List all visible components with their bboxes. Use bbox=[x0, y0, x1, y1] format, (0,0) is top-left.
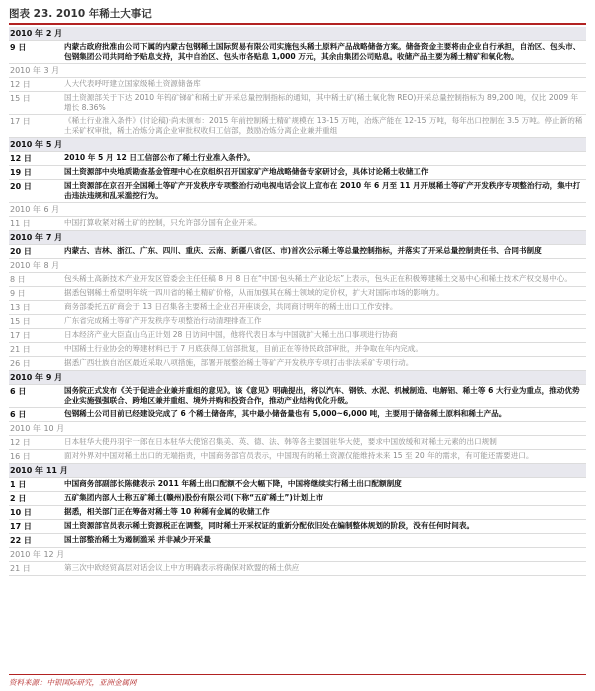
month-label: 2010 年 7 月 bbox=[10, 233, 63, 242]
event-date: 2 日 bbox=[10, 494, 27, 503]
event-text: 面对外界对中国对稀土出口的无端指责，中国商务部官员表示，中国现有的稀土资源仅能维持未来 15 至 20 年的需求，有可能还需要进口。 bbox=[64, 451, 534, 460]
month-header bbox=[9, 203, 586, 217]
event-row bbox=[9, 115, 586, 138]
month-header bbox=[9, 422, 586, 436]
event-text: 日本驻华大使丹羽宇一郎在日本驻华大使馆召集美、英、德、法、韩等各主要国驻华大使，要求中国放缓和对稀土元素的出口规制 bbox=[64, 437, 497, 446]
source-note: 资料来源：中银国际研究，亚洲金属网 bbox=[9, 678, 137, 687]
event-row bbox=[9, 562, 586, 576]
event-row bbox=[9, 92, 586, 115]
chart-title: 图表 23. 2010 年稀土大事记 bbox=[9, 8, 152, 20]
event-text: 《稀土行业准入条件》(讨论稿)·尚未颁布：2015 年前控制稀土精矿规模在 13-15 万吨，冶炼产能在 12-15 万吨，每年出口控制在 3.5 万吨。停止新的稀土采矿权审批，稀土冶炼分离企业审批权收归工信部，鼓励冶炼分离企业兼并重组 bbox=[64, 116, 583, 135]
event-date: 20 日 bbox=[10, 182, 32, 191]
event-date: 17 日 bbox=[10, 522, 32, 531]
event-row bbox=[9, 506, 586, 520]
event-row bbox=[9, 301, 586, 315]
month-header bbox=[9, 548, 586, 562]
event-text: 第三次中欧经贸高层对话会议上中方明确表示将确保对欧盟的稀土供应 bbox=[64, 563, 300, 572]
event-date: 8 日 bbox=[10, 275, 26, 284]
event-row bbox=[9, 287, 586, 301]
event-date: 21 日 bbox=[10, 564, 31, 573]
event-row bbox=[9, 152, 586, 166]
event-date: 21 日 bbox=[10, 345, 31, 354]
event-row bbox=[9, 180, 586, 203]
event-date: 20 日 bbox=[10, 247, 32, 256]
event-date: 13 日 bbox=[10, 303, 31, 312]
event-row bbox=[9, 41, 586, 64]
month-header bbox=[9, 231, 586, 245]
event-date: 6 日 bbox=[10, 387, 27, 396]
event-text: 五矿集团内部人士称五矿稀土(赣州)股份有限公司(下称“五矿稀土”)计划上市 bbox=[64, 493, 324, 502]
event-text: 据悉广西壮族自治区最近采取八项措施，部署开展整治稀土等矿产开发秩序专项打击非法采矿专项行动。 bbox=[64, 358, 414, 367]
event-row bbox=[9, 450, 586, 464]
month-header bbox=[9, 259, 586, 273]
event-date: 16 日 bbox=[10, 452, 31, 461]
event-text: 中国打算收紧对稀土矿的控制，只允许部分国有企业开采。 bbox=[64, 218, 262, 227]
event-row bbox=[9, 273, 586, 287]
event-date: 10 日 bbox=[10, 508, 32, 517]
event-text: 2010 年 5 月 12 日工信部公布了稀土行业准入条件》。 bbox=[64, 153, 255, 162]
month-header bbox=[9, 64, 586, 78]
month-label: 2010 年 3 月 bbox=[10, 66, 60, 75]
event-row bbox=[9, 217, 586, 231]
event-row bbox=[9, 343, 586, 357]
event-text: 国土资源部关于下达 2010 年钨矿锑矿和稀土矿开采总量控制指标的通知，其中稀土矿(稀土氧化物 REO)开采总量控制指标为 89,200 吨，仅比 2009 年增长 8.36% bbox=[64, 93, 579, 112]
event-text: 国土资源部中央地质勘查基金管理中心在京组织召开国家矿产地战略储备专家研讨会，具体讨论稀土收储工作 bbox=[64, 167, 429, 176]
event-text: 内蒙古政府批准由公司下属的内蒙古包钢稀土国际贸易有限公司实施包头稀土原料产品战略储备方案。储备资金主要将由企业自行承担，自治区、包头市、包钢集团公司共同给予贴息支持，其中自治区、包头市各贴息 1,000 万元，其余由集团公司贴息。收储产品主要为稀土精矿和氧化物。 bbox=[64, 42, 581, 61]
event-text: 国土部整治稀土为遏制滥采 并非减少开采量 bbox=[64, 535, 211, 544]
event-row bbox=[9, 492, 586, 506]
event-date: 15 日 bbox=[10, 94, 31, 103]
event-text: 日本经济产业大臣直山乌正计划 28 日访问中国，他将代表日本与中国就扩大稀土出口事项进行协商 bbox=[64, 330, 398, 339]
month-label: 2010 年 5 月 bbox=[10, 140, 63, 149]
event-date: 6 日 bbox=[10, 410, 27, 419]
event-text: 国土资源部在京召开全国稀土等矿产开发秩序专项整治行动电视电话会议上宣布在 2010 年 6 月至 11 月开展稀土等矿产开发秩序专项整治行动，集中打击违法违规和乱采滥挖行为。 bbox=[64, 181, 581, 200]
event-row bbox=[9, 245, 586, 259]
month-label: 2010 年 8 月 bbox=[10, 261, 60, 270]
month-label: 2010 年 9 月 bbox=[10, 373, 63, 382]
event-row bbox=[9, 385, 586, 408]
event-text: 广东省完成稀土等矿产开发秩序专项整治行动清理排查工作 bbox=[64, 316, 262, 325]
month-header bbox=[9, 27, 586, 41]
event-row bbox=[9, 329, 586, 343]
event-date: 22 日 bbox=[10, 536, 32, 545]
event-date: 12 日 bbox=[10, 154, 32, 163]
event-date: 15 日 bbox=[10, 317, 31, 326]
event-date: 11 日 bbox=[10, 219, 31, 228]
event-row bbox=[9, 436, 586, 450]
event-text: 人大代表呼吁建立国家级稀土资源储备库 bbox=[64, 79, 201, 88]
event-date: 12 日 bbox=[10, 80, 31, 89]
event-row bbox=[9, 315, 586, 329]
month-label: 2010 年 11 月 bbox=[10, 466, 68, 475]
event-row bbox=[9, 534, 586, 548]
event-row bbox=[9, 166, 586, 180]
event-text: 包头稀土高新技术产业开发区管委会主任任稿 8 月 8 日在“中国·包头稀土产业论坛”上表示，包头正在积极筹建稀土交易中心和稀土技术产权交易中心。 bbox=[64, 274, 572, 283]
month-header bbox=[9, 371, 586, 385]
event-date: 9 日 bbox=[10, 289, 26, 298]
month-header bbox=[9, 464, 586, 478]
event-date: 1 日 bbox=[10, 480, 27, 489]
event-date: 12 日 bbox=[10, 438, 31, 447]
event-row bbox=[9, 78, 586, 92]
event-text: 据悉，相关部门正在筹备对稀土等 10 种稀有金属的收储工作 bbox=[64, 507, 270, 516]
event-row bbox=[9, 478, 586, 492]
event-row bbox=[9, 520, 586, 534]
month-label: 2010 年 10 月 bbox=[10, 424, 65, 433]
event-date: 19 日 bbox=[10, 168, 32, 177]
event-date: 17 日 bbox=[10, 117, 31, 126]
event-text: 内蒙古、吉林、浙江、广东、四川、重庆、云南、新疆八省(区、市)首次公示稀土等总量控制指标，并落实了开采总量控制责任书、合同书制度 bbox=[64, 246, 542, 255]
event-row bbox=[9, 408, 586, 422]
month-label: 2010 年 2 月 bbox=[10, 29, 63, 38]
month-label: 2010 年 6 月 bbox=[10, 205, 60, 214]
source-divider bbox=[9, 674, 586, 675]
title-divider bbox=[9, 23, 586, 25]
event-text: 据悉包钢稀土希望明年统一四川省的稀土精矿价格，从而加强其在稀土领域的定价权，扩大对国际市场的影响力。 bbox=[64, 288, 444, 297]
event-text: 国土资源部官员表示稀土资源税正在调整，同时稀土开采权证的重新分配依旧处在编制整体规划的阶段，没有任何时间表。 bbox=[64, 521, 475, 530]
event-row bbox=[9, 357, 586, 371]
event-text: 中国稀土行业协会的筹建材料已于 7 月底获得工信部批复，目前正在等待民政部审批，并争取在年内完成。 bbox=[64, 344, 423, 353]
event-date: 17 日 bbox=[10, 331, 31, 340]
event-text: 商务部委托五矿商会于 13 日召集各主要稀土企业召开座谈会，共同商讨明年的稀土出口工作安排。 bbox=[64, 302, 398, 311]
event-date: 9 日 bbox=[10, 43, 27, 52]
event-date: 26 日 bbox=[10, 359, 31, 368]
event-text: 中国商务部副部长陈健表示 2011 年稀土出口配额不会大幅下降，中国将继续实行稀土出口配额制度 bbox=[64, 479, 402, 488]
month-header bbox=[9, 138, 586, 152]
events-table bbox=[9, 27, 586, 576]
event-text: 包钢稀土公司目前已经建设完成了 6 个稀土储备库，其中最小储备量也有 5,000~6,000 吨，主要用于储备稀土原料和稀土产品。 bbox=[64, 409, 507, 418]
month-label: 2010 年 12 月 bbox=[10, 550, 65, 559]
event-text: 国务院正式发布《关于促进企业兼并重组的意见》。该《意见》明确提出，将以汽车、钢铁、水泥、机械制造、电解铝、稀土等 6 大行业为重点，推动优势企业实施强强联合、跨地区兼并重组、境外并购和投资合作，推动产业结构优化升级。 bbox=[64, 386, 580, 405]
